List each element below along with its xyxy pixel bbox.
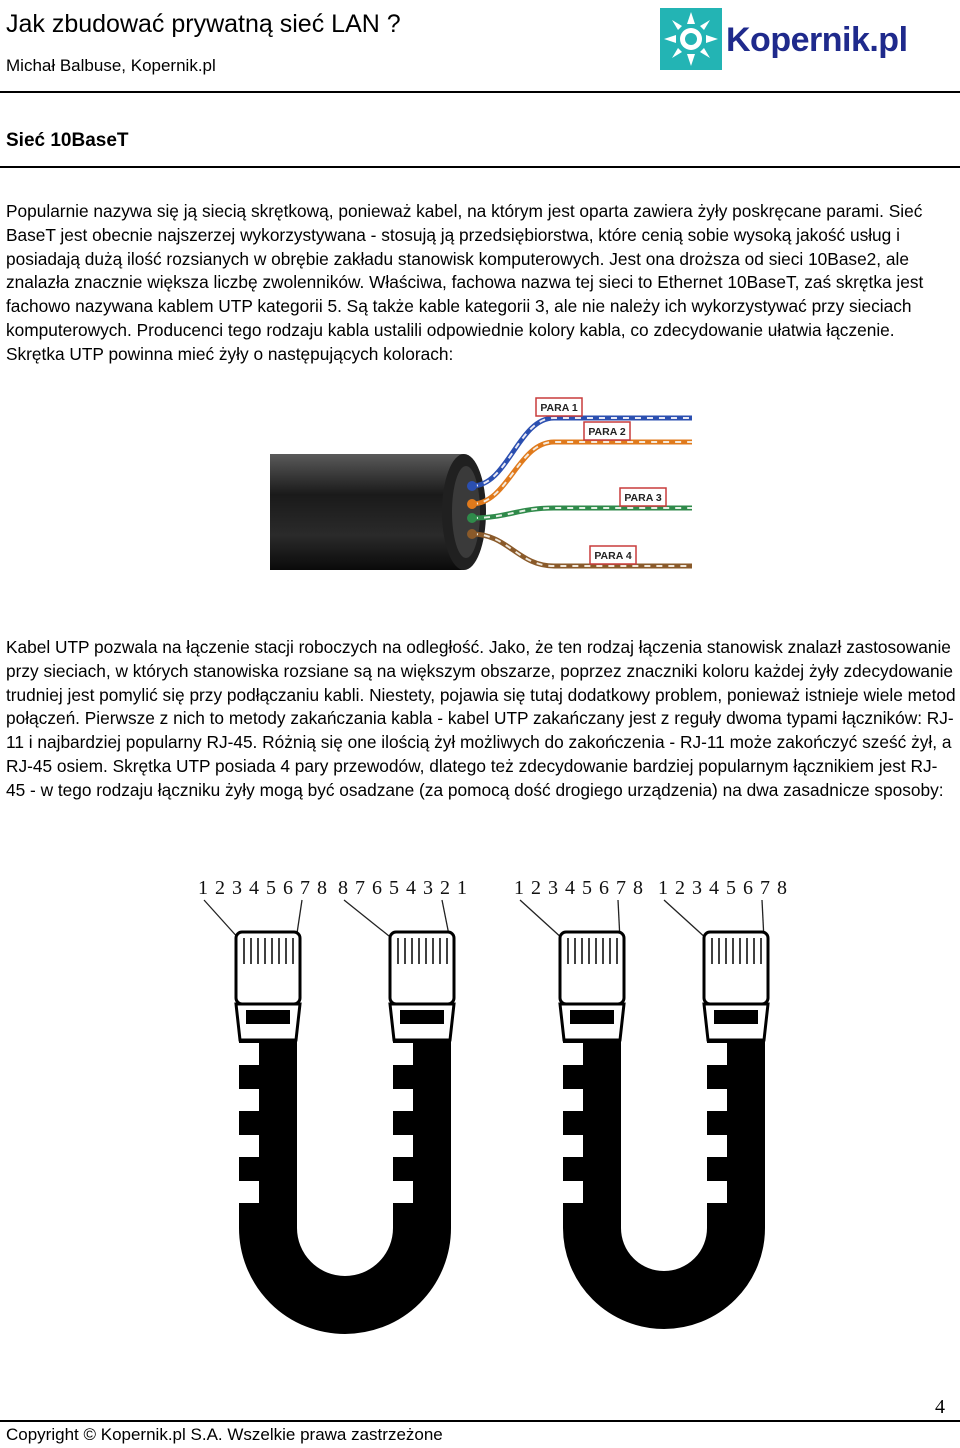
rj45-plug: [236, 932, 300, 1004]
paragraph-connectors: Kabel UTP pozwala na łączenie stacji roboczych na odległość. Jako, że ten rodzaj łączenia stanowisk znalazł zastosowanie przy sieciach, w których stanowiska rozsiane są na większym obszarze, poprzez znaczniki koloru każdej żyły zdecydowanie trudniej jest pomylić się przy podłączaniu kabli. Niestety, pojawia się tutaj dodatkowy problem, ponieważ istnieje wiele metod połączeń. Pierwsze z nich to metody zakańczania kabla - kabel UTP zakańczany jest z reguły dwoma typami łączników: RJ-11 i najbardziej popularny RJ-45. Różnią się one ilością żył możliwych do zakończenia - RJ-11 może zakończyć sześć żył, a RJ-45 osiem. Skrętka UTP posiada 4 pary przewodów, dlatego też zdecydowanie bardziej popularnym łącznikiem jest RJ-45 - w tego rodzaju łączniku żyły mogą być osadzane (za pomocą dość drogiego urządzenia) na dwa zasadnicze sposoby:: [6, 637, 956, 800]
paragraph-intro: Popularnie nazywa się ją siecią skrętkową, ponieważ kabel, na którym jest oparta zawiera żyły poskręcane parami. Sieć BaseT jest obecnie najszerzej wykorzystywana - stosują ją przedsiębiorstwa, które cenią sobie wysoką jakość usług i posiadają dużą ilość rozsianych w obrębie zakładu stanowisk komputerowych. Jest ona droższa od sieci 10Base2, ale znalazła znacznie większa liczbę zwolenników. Właściwa, fachowa nazwa tej sieci to Ethernet 10BaseT, zaś skrętka jest fachowo nazywana kablem UTP kategorii 5. Są także kable kategorii 3, ale nie należy ich wykorzystywać przy sieciach komputerowych. Producenci tego rodzaju kabla ustalili odpowiednie kolory kabla, co zdecydowanie ułatwia łączenie. Skrętka UTP powinna mieć żyły o następujących kolorach:: [6, 201, 924, 364]
cord-stripe: [239, 1135, 259, 1157]
cord-stripe: [393, 1043, 413, 1065]
pin-label-4: 1 2 3 4 5 6 7 8: [658, 877, 788, 899]
cord-stripe: [707, 1181, 727, 1203]
patch-cord-1: [236, 932, 454, 1305]
rj45-connectors-figure: [184, 868, 788, 1388]
pair-label-3: PARA 3: [624, 492, 662, 504]
wire-pair-4: [472, 534, 692, 566]
pair-label-1: PARA 1: [540, 402, 578, 414]
wire-end-4: [467, 529, 477, 539]
pin-label-1: 1 2 3 4 5 6 7 8: [198, 877, 328, 899]
cable-jacket: [270, 454, 464, 570]
footer-divider: [0, 1420, 960, 1422]
wire-pair-stripe-4: [472, 534, 692, 566]
page-number: 4: [935, 1396, 945, 1418]
cord-stripe: [563, 1181, 583, 1203]
wire-end-3: [467, 513, 477, 523]
pointer-line-left-3: [520, 900, 564, 940]
header-divider: [0, 91, 960, 93]
pair-label-4: PARA 4: [594, 550, 632, 562]
kopernik-logo: [660, 8, 956, 70]
footer-copyright: Copyright © Kopernik.pl S.A. Wszelkie prawa zastrzeżone: [6, 1425, 443, 1444]
cord-stripe: [239, 1043, 259, 1065]
cord-loop-1: [268, 1038, 422, 1305]
cord-stripe: [707, 1043, 727, 1065]
cord-stripe: [563, 1089, 583, 1111]
plug-latch: [246, 1010, 290, 1024]
pointer-line-left-4: [664, 900, 708, 940]
plug-latch: [714, 1010, 758, 1024]
document-title: Jak zbudować prywatną sieć LAN ?: [6, 10, 401, 38]
cord-stripe: [239, 1181, 259, 1203]
plug-latch: [570, 1010, 614, 1024]
patch-cord-2: [560, 932, 768, 1300]
wire-end-2: [467, 499, 477, 509]
cord-stripe: [563, 1043, 583, 1065]
sun-logo-icon: [660, 8, 722, 70]
utp-cable-figure: [268, 404, 694, 590]
wire-pair-stripe-1: [472, 418, 692, 486]
cord-stripe: [707, 1089, 727, 1111]
cord-stripe: [393, 1089, 413, 1111]
cord-loop-2: [592, 1038, 736, 1300]
wire-pair-1: [472, 418, 692, 486]
pointer-line-left-2: [344, 900, 394, 940]
logo-text: Kopernik.pl: [726, 21, 908, 59]
document-author: Michał Balbuse, Kopernik.pl: [6, 56, 216, 75]
rj45-plug: [560, 932, 624, 1004]
cord-stripe: [707, 1135, 727, 1157]
heading-divider: [0, 166, 960, 168]
rj45-plug: [390, 932, 454, 1004]
pin-label-3: 1 2 3 4 5 6 7 8: [514, 877, 644, 899]
cord-stripe: [393, 1181, 413, 1203]
wire-pair-3: [472, 508, 692, 518]
pointer-line-left-1: [204, 900, 240, 940]
wire-end-1: [467, 481, 477, 491]
cord-stripe: [393, 1135, 413, 1157]
cord-stripe: [563, 1135, 583, 1157]
pin-label-2: 8 7 6 5 4 3 2 1: [338, 877, 468, 899]
pair-label-2: PARA 2: [588, 426, 626, 438]
cord-stripe: [239, 1089, 259, 1111]
plug-latch: [400, 1010, 444, 1024]
rj45-plug: [704, 932, 768, 1004]
section-heading: Sieć 10BaseT: [6, 130, 129, 151]
